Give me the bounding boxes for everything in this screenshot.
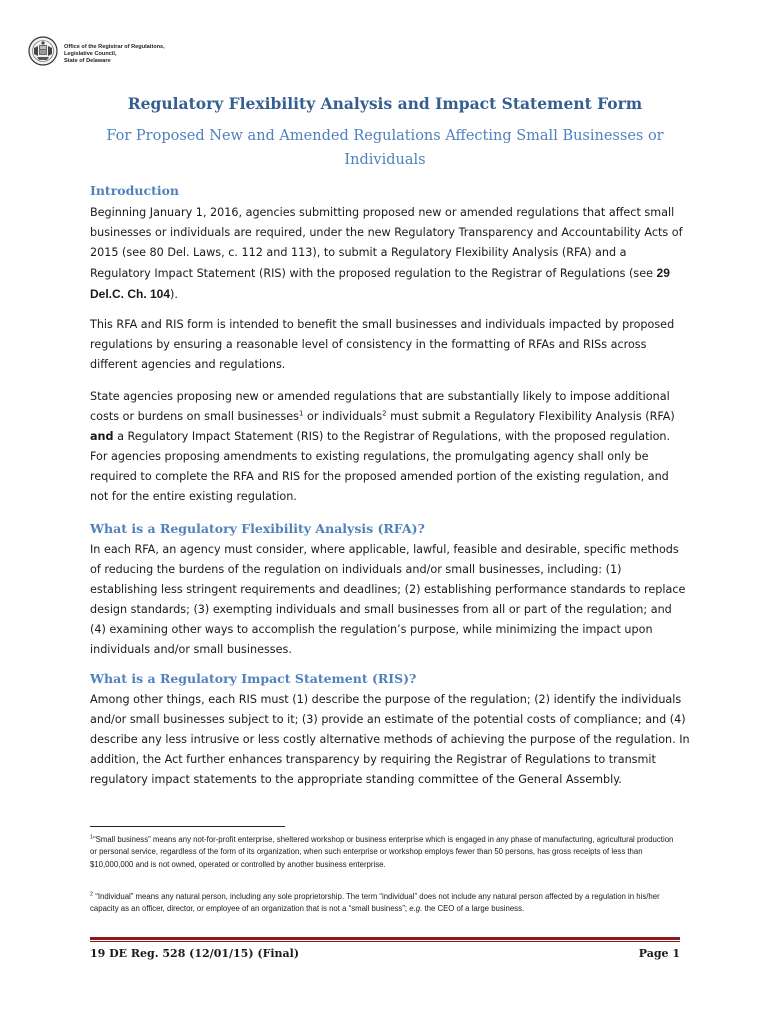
ris-heading: What is a Regulatory Impact Statement (RIS)? xyxy=(90,671,417,686)
intro-p3-a: State agencies proposing new or amended regulations that are substantially likely to impose additional costs or burdens on small businesses xyxy=(90,390,670,423)
footnote-2-em: e.g. xyxy=(409,904,423,914)
statute-reference: 29 Del.C. Ch. 104 xyxy=(90,266,670,301)
rfa-paragraph: In each RFA, an agency must consider, where applicable, lawful, feasible and desirable, specific methods of reducing the burdens of the regulation on individuals and/or small businesses, including: (1) establishing less stringent requirements and deadlines; (2) establishing performance standards to replace design standards; (3) exempting individuals and small businesses from all or part of the regulation; and (4) examining other ways to accomplish the regulation’s purpose, while minimizing the impact upon individuals and/or small businesses. xyxy=(90,543,686,656)
footer-page-number: Page 1 xyxy=(638,947,680,960)
page-title: Regulatory Flexibility Analysis and Impact Statement Form xyxy=(127,94,643,113)
introduction-paragraph-2: This RFA and RIS form is intended to benefit the small businesses and individuals impacted by proposed regulations by ensuring a reasonable level of consistency in the formatting of RFAs and RISs across different agencies and regulations. xyxy=(90,318,675,371)
intro-p3-b: or individuals xyxy=(303,410,383,423)
intro-p1-text: Beginning January 1, 2016, agencies submitting proposed new or amended regulations that affect small businesses or individuals are required, under the new Regulatory Transparency and Accountability Acts of 2015 (see 80 Del. Laws, c. 112 and 113), to submit a Regulatory Flexibility Analysis (RFA) and a Regulatory Impact Statement (RIS) with the proposed regulation to the Registrar of Regulations (see xyxy=(90,206,683,280)
introduction-paragraph-1 xyxy=(90,203,690,305)
footer-rule-thick xyxy=(90,937,680,940)
footnote-1 xyxy=(90,834,680,871)
intro-p1-end: ). xyxy=(170,288,178,301)
footer-rule-thin xyxy=(90,941,680,942)
office-line-3: State of Delaware xyxy=(64,58,111,64)
footnote-1-mark: 1 xyxy=(90,834,94,841)
office-line-1: Office of the Registrar of Regulations, xyxy=(64,44,165,50)
footnote-ref-1[interactable]: 1 xyxy=(298,409,304,418)
intro-p3-bold: and xyxy=(90,430,114,443)
footer-citation: 19 DE Reg. 528 (12/01/15) (Final) xyxy=(90,947,300,960)
footnote-1-text: “Small business” means any not-for-profit enterprise, sheltered workshop or business enterprise which is engaged in any phase of manufacturing, agricultural production or personal service, regardless of the form of its organization, when such enterprise or workshop employs fewer than 50 persons, has gross receipts of less than $10,000,000 and is not owned, operated or controlled by another business enterprise. xyxy=(90,835,674,869)
introduction-paragraph-3 xyxy=(90,387,690,507)
ris-paragraph: Among other things, each RIS must (1) describe the purpose of the regulation; (2) identify the individuals and/or small businesses subject to it; (3) provide an estimate of the potential costs of compliance; and (4) describe any less intrusive or less costly alternative methods of achieving the purpose of the regulation. In addition, the Act further enhances transparency by requiring the Registrar of Regulations to transmit regulatory impact statements to the appropriate standing committee of the General Assembly. xyxy=(90,693,690,786)
footnote-2 xyxy=(90,891,680,916)
page-subtitle: For Proposed New and Amended Regulations Affecting Small Businesses or Individuals xyxy=(106,128,664,168)
footnote-separator xyxy=(90,826,285,827)
page-header xyxy=(28,36,165,66)
footnote-2-mark: 2 xyxy=(90,891,94,898)
delaware-seal-icon xyxy=(28,36,58,66)
introduction-heading: Introduction xyxy=(90,183,180,198)
footnote-2-text-a: “Individual” means any natural person, including any sole proprietorship. The term “individual” does not include any natural person affected by a regulation in his/her capacity as an officer, director, or employee of an organization that is not a “small business”; xyxy=(90,892,660,914)
footnote-ref-2[interactable]: 2 xyxy=(382,409,387,418)
intro-p3-c: must submit a Regulatory Flexibility Analysis (RFA) xyxy=(386,410,675,423)
office-line-2: Legislative Council, xyxy=(64,51,117,57)
rfa-heading: What is a Regulatory Flexibility Analysis (RFA)? xyxy=(90,521,425,536)
intro-p3-d: a Regulatory Impact Statement (RIS) to the Registrar of Regulations, with the proposed regulation. For agencies proposing amendments to existing regulations, the promulgating agency shall only be required to complete the RFA and RIS for the proposed amended portion of the existing regulation, and not for the entire existing regulation. xyxy=(90,430,671,503)
office-lines xyxy=(64,44,165,65)
footnote-2-text-b: the CEO of a large business. xyxy=(422,904,525,914)
